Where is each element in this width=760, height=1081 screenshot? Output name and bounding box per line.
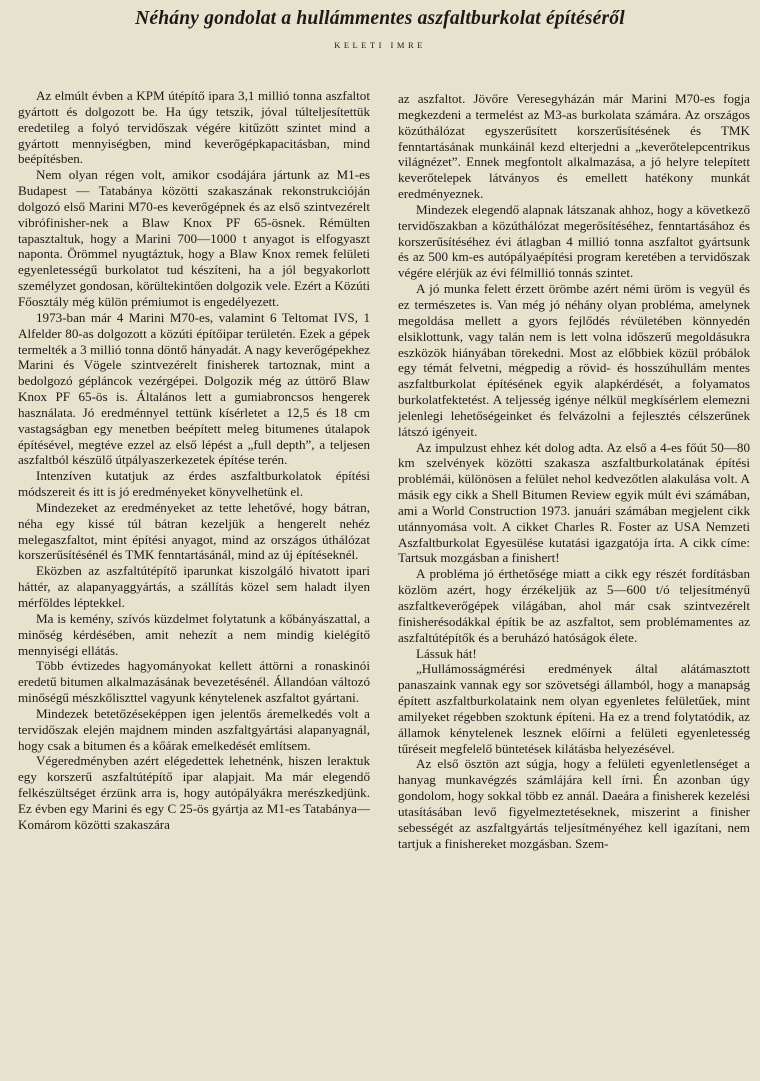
paragraph: Végeredményben azért elégedettek lehetnénk, hiszen leraktuk egy korszerű aszfaltútépítő ipar alapjait. Ma már elegendő felkészültséget érzünk arra is, hogy autópályákra merészkedjünk. Ez évben egy Marini és egy C 25-ös gyártja az M1-es Tatabánya—Komárom közötti szakaszára bbox=[18, 753, 370, 832]
paragraph: az aszfaltot. Jövőre Veresegyházán már Marini M70-es fogja megkezdeni a termelést az M3-as burkolata számára. Az országos közúthálózat egyszerűsített korszerűsítésének és TMK fenntartásának munkáinál kezd elterjedni a „keverőtelepcentrikus világnézet”. Ennek megfontolt alkalmazása, a jó helyre telepített keverőtelepek látványos és emellett hatékony munkát eredményeznek. bbox=[398, 91, 750, 202]
paragraph: Intenzíven kutatjuk az érdes aszfaltburkolatok építési módszereit és itt is jó eredményeket könyvelhetünk el. bbox=[18, 468, 370, 500]
paragraph: Mindezek betetőzéseképpen igen jelentős áremelkedés volt a tervidőszak elején majdnem minden aszfaltgyártási alapanyagnál, hogy csak a bitumen és a kőárak emelkedését említsem. bbox=[18, 705, 370, 753]
paragraph: Az első ösztön azt súgja, hogy a felületi egyenletlenséget a hanyag munkavégzés számlájára kell írni. Én azonban úgy gondolom, hogy sokkal több ez annál. Daeára a finisherek kezelési utasításában levő figyelmeztetéseknek, miszerint a finisher sebességét az aszfaltgyártás teljesítményéhez kell igazítani, nem tartjuk a finishereket mozgásban. Szem- bbox=[398, 756, 750, 851]
paragraph: Eközben az aszfaltútépítő iparunkat kiszolgáló hivatott ipari háttér, az alapanyaggyártás, a szállítás közel sem haladt ilyen mérföldes léptekkel. bbox=[18, 563, 370, 610]
paragraph: A probléma jó érthetősége miatt a cikk egy részét fordításban közlöm azért, hogy érzékeljük az 5—600 t/ó teljesítményű aszfaltkeverőgépek világában, ahol már csak szintvezérelt finisherésodákkal építik be az aszfaltot, sem problémamentes az aszfaltútépítők és a beruházó hatóságok élete. bbox=[398, 566, 750, 645]
article-column-right bbox=[398, 91, 750, 1076]
paragraph: Ma is kemény, szívós küzdelmet folytatunk a kőbányászattal, a minőség kérdésében, amit nehezít a nem mindig kielégítő mennyiségi ellátás. bbox=[18, 610, 370, 658]
paragraph: Az elmúlt évben a KPM útépítő ipara 3,1 millió tonna aszfaltot gyártott és dolgozott be. Ha úgy tetszik, jóval túlteljesítettük eredetileg a folyó tervidőszak végére kitűzött szintet mind a gyártott mennyiségben, mind keverőgépkapacitásban, mind beépítésben. bbox=[18, 88, 370, 167]
paragraph: „Hullámosságmérési eredmények által alátámasztott panaszaink vannak egy sor szövetségi államból, hogy a manapság épített aszfaltburkolataink nem olyan egyenletes felületűek, mint amilyeket régebben szoktunk építeni. Ha ez a trend folytatódik, az államok kénytelenek lesznek előírni a felületi egyenletesség tűréseit megfelelő büntetések kilátásba helyezésével. bbox=[398, 661, 750, 756]
paragraph: A jó munka felett érzett örömbe azért némi üröm is vegyül és ez természetes is. Van még jó néhány olyan probléma, amelynek megoldása mellett a gyors fejlődés révületében könnyedén elsiklottunk, vagy talán nem is lett volna időszerű megoldásukra eszközök hiányában törekedni. Most az előbbiek közül próbálok egy témát felvetni, mégpedig a rövid- és hosszúhullám mentes aszfaltburkolat építésének egyik alapkérdését, a folyamatos burkolatfektetést. A teljesség igénye nélkül megkísérlem elemezni jelenlegi lehetőségeinket és felvázolni a fejlesztés célszerűnek látszó igényeit. bbox=[398, 281, 750, 439]
paragraph: 1973-ban már 4 Marini M70-es, valamint 6 Teltomat IVS, 1 Alfelder 80-as dolgozott a közúti építőipar területén. Ezek a gépek termelték a 3 millió tonna döntő hányadát. A nagy keverőgépekhez Marini és Vögele szintvezérelt finisherek tartoznak, mint a bedolgozó gépláncok vezérgépei. Dolgozik még az úttörő Blaw Knox PF 65-ös is. Általános lett a gumiabroncsos hengerek használata. Jó eredménnyel tettünk kísérletet a 12,5 és 18 cm vastagságban egy menetben beépített meleg bitumenes útalapok építésével, megtéve ezzel az első lépést a „full depth”, a teljesen aszfaltból készülő útpályaszerkezetek építése terén. bbox=[18, 309, 370, 468]
paragraph: Nem olyan régen volt, amikor csodájára jártunk az M1-es Budapest — Tatabánya közötti szakaszának rekonstrukcióján dolgozó első Marini M70-es keverőgépnek és az első szintvezérelt vibrófinisher-nek a Blaw Knox PF 65-ösnek. Rémülten tapasztaltuk, hogy a Marini 700—1000 t anyagot is elfogyaszt naponta. Örömmel nyugtáztuk, hogy a Blaw Knox remek felületi egyenletességű burkolatot tud készíteni, ha a jól begyakorlott személyzet gondosan, körültekintően dolgozik vele. Ezért a Közúti Főosztály még külön prémiumot is engedélyezett. bbox=[18, 167, 370, 309]
article-title: Néhány gondolat a hullámmentes aszfaltburkolat építéséről bbox=[135, 8, 625, 29]
paragraph: Mindezek elegendő alapnak látszanak ahhoz, hogy a következő tervidőszakban a közúthálózat megerősítéséhez, fenntartásához és korszerűsítéséhez évi átlagban 4 millió tonna aszfaltot gyártsunk és az 500 km-es autópályaépítési program keretében a tervidőszak végére elérjük az évi félmillió tonnás szintet. bbox=[398, 201, 750, 281]
paragraph: Több évtizedes hagyományokat kellett áttörni a ronaskinói eredetű bitumen alkalmazásának bevezetésénél. Állandóan változó minőségű mészkőliszttel vagyunk kénytelenek aszfaltot gyártani. bbox=[18, 658, 370, 706]
article-column-left bbox=[18, 88, 370, 1073]
article-author: KELETI IMRE bbox=[334, 40, 426, 50]
paragraph: Az impulzust ehhez két dolog adta. Az első a 4-es főút 50—80 km szelvények közötti szakasza aszfaltburkolatának építési problémái, különösen a felület nehol kedvezőtlen alakulása volt. A másik egy cikk a Shell Bitumen Review egyik múlt évi számában, ami a World Construction 1973. januári számában megjelent cikk utánnyomása volt. A cikket Charles R. Foster az USA Nemzeti Aszfaltburkolat Egyesülése kutatási igazgatója írta. A cikk címe: Tartsuk mozgásban a finishert! bbox=[398, 439, 750, 566]
paragraph: Mindezeket az eredményeket az tette lehetővé, hogy bátran, néha egy kissé túl bátran kezeljük a hengerelt nehéz melegaszfaltot, mint építési anyagot, mind az országos úthálózat korszerűsítésénél és TMK fenntartásánál, mind az új építéseknél. bbox=[18, 499, 370, 563]
paragraph: Lássuk hát! bbox=[416, 645, 477, 661]
